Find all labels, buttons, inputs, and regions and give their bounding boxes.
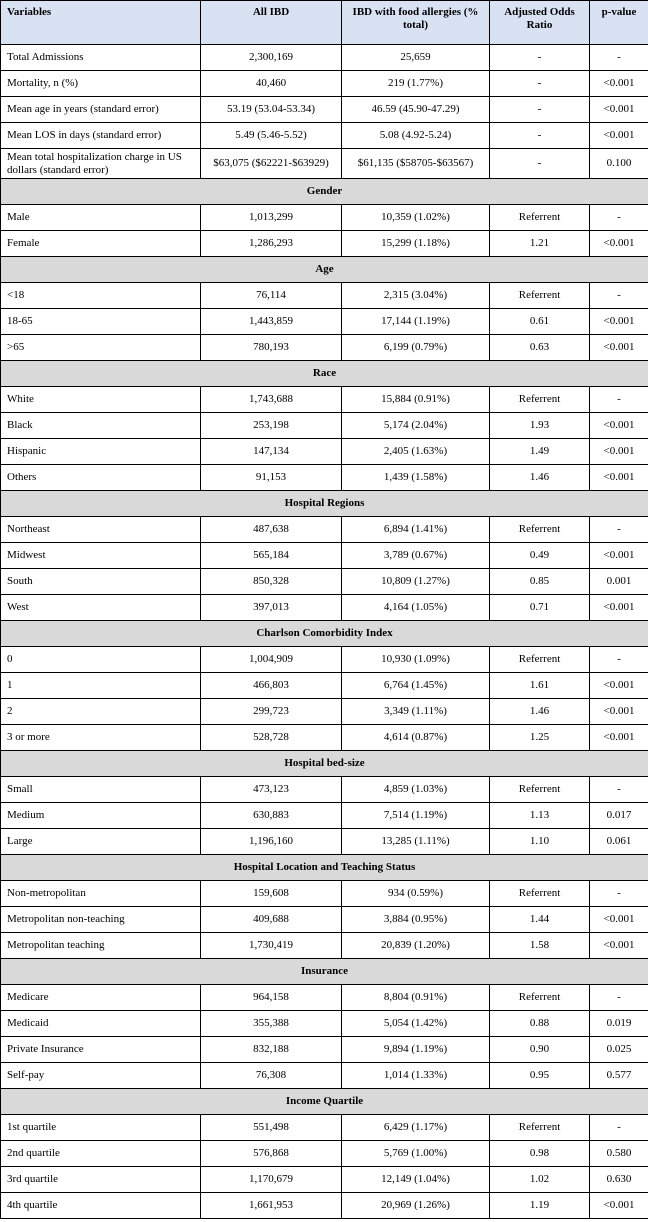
cell-all-ibd: 1,004,909 — [201, 647, 342, 673]
cell-p-value: <0.001 — [590, 439, 648, 465]
cell-ibd-food-allergies: 12,149 (1.04%) — [342, 1167, 490, 1193]
cell-odds-ratio: 1.21 — [490, 231, 590, 257]
cell-odds-ratio: 1.93 — [490, 413, 590, 439]
cell-ibd-food-allergies: 15,884 (0.91%) — [342, 387, 490, 413]
cell-all-ibd: 5.49 (5.46-5.52) — [201, 123, 342, 149]
section-header-row — [1, 491, 648, 517]
cell-odds-ratio: - — [490, 45, 590, 71]
table-row — [1, 149, 648, 179]
cell-all-ibd: 147,134 — [201, 439, 342, 465]
table-row — [1, 881, 648, 907]
cell-variable: Private Insurance — [1, 1037, 201, 1063]
cell-odds-ratio: 1.58 — [490, 933, 590, 959]
cell-all-ibd: 466,803 — [201, 673, 342, 699]
table-row — [1, 465, 648, 491]
cell-all-ibd: 76,308 — [201, 1063, 342, 1089]
cell-odds-ratio: Referrent — [490, 985, 590, 1011]
table-header — [1, 1, 648, 45]
table-row — [1, 907, 648, 933]
cell-ibd-food-allergies: 6,764 (1.45%) — [342, 673, 490, 699]
cell-odds-ratio: 0.95 — [490, 1063, 590, 1089]
table-row — [1, 439, 648, 465]
table-row — [1, 1011, 648, 1037]
cell-ibd-food-allergies: 13,285 (1.11%) — [342, 829, 490, 855]
cell-all-ibd: 76,114 — [201, 283, 342, 309]
section-header-row — [1, 855, 648, 881]
table-row — [1, 283, 648, 309]
cell-variable: 1 — [1, 673, 201, 699]
cell-all-ibd: 355,388 — [201, 1011, 342, 1037]
cell-p-value: <0.001 — [590, 71, 648, 97]
cell-odds-ratio: Referrent — [490, 1115, 590, 1141]
header-ibd-food-allergies: IBD with food allergies (% total) — [342, 1, 490, 45]
cell-all-ibd: 397,013 — [201, 595, 342, 621]
cell-ibd-food-allergies: 3,349 (1.11%) — [342, 699, 490, 725]
cell-p-value: 0.017 — [590, 803, 648, 829]
cell-variable: Midwest — [1, 543, 201, 569]
cell-ibd-food-allergies: 2,315 (3.04%) — [342, 283, 490, 309]
cell-p-value: <0.001 — [590, 1193, 648, 1219]
cell-odds-ratio: 0.88 — [490, 1011, 590, 1037]
cell-p-value: - — [590, 205, 648, 231]
cell-variable: 2nd quartile — [1, 1141, 201, 1167]
cell-all-ibd: 409,688 — [201, 907, 342, 933]
cell-p-value: 0.100 — [590, 149, 648, 179]
section-title: Age — [1, 257, 648, 283]
table-row — [1, 595, 648, 621]
table-row — [1, 1193, 648, 1219]
cell-variable: 3rd quartile — [1, 1167, 201, 1193]
cell-all-ibd: 299,723 — [201, 699, 342, 725]
cell-odds-ratio: 1.46 — [490, 465, 590, 491]
cell-variable: White — [1, 387, 201, 413]
cell-p-value: <0.001 — [590, 413, 648, 439]
cell-p-value: <0.001 — [590, 725, 648, 751]
cell-odds-ratio: 1.61 — [490, 673, 590, 699]
cell-odds-ratio: 1.25 — [490, 725, 590, 751]
cell-ibd-food-allergies: 9,894 (1.19%) — [342, 1037, 490, 1063]
cell-odds-ratio: Referrent — [490, 517, 590, 543]
table-row — [1, 205, 648, 231]
cell-all-ibd: 630,883 — [201, 803, 342, 829]
cell-ibd-food-allergies: 6,199 (0.79%) — [342, 335, 490, 361]
section-header-row — [1, 959, 648, 985]
table-row — [1, 517, 648, 543]
cell-variable: 18-65 — [1, 309, 201, 335]
cell-ibd-food-allergies: 1,439 (1.58%) — [342, 465, 490, 491]
cell-ibd-food-allergies: 5,174 (2.04%) — [342, 413, 490, 439]
cell-p-value: <0.001 — [590, 465, 648, 491]
table-row — [1, 413, 648, 439]
table-row — [1, 387, 648, 413]
header-row — [1, 1, 648, 45]
cell-odds-ratio: - — [490, 97, 590, 123]
cell-all-ibd: 253,198 — [201, 413, 342, 439]
table-row — [1, 1037, 648, 1063]
cell-all-ibd: 487,638 — [201, 517, 342, 543]
cell-ibd-food-allergies: 46.59 (45.90-47.29) — [342, 97, 490, 123]
cell-variable: West — [1, 595, 201, 621]
cell-odds-ratio: - — [490, 71, 590, 97]
cell-odds-ratio: 0.63 — [490, 335, 590, 361]
cell-all-ibd: 1,170,679 — [201, 1167, 342, 1193]
cell-variable: Northeast — [1, 517, 201, 543]
section-title: Charlson Comorbidity Index — [1, 621, 648, 647]
table-row — [1, 1115, 648, 1141]
section-header-row — [1, 1089, 648, 1115]
cell-p-value: 0.019 — [590, 1011, 648, 1037]
section-title: Gender — [1, 179, 648, 205]
cell-all-ibd: 850,328 — [201, 569, 342, 595]
cell-p-value: 0.025 — [590, 1037, 648, 1063]
cell-ibd-food-allergies: 6,894 (1.41%) — [342, 517, 490, 543]
section-header-row — [1, 751, 648, 777]
cell-all-ibd: 91,153 — [201, 465, 342, 491]
cell-odds-ratio: 0.90 — [490, 1037, 590, 1063]
cell-p-value: - — [590, 283, 648, 309]
cell-ibd-food-allergies: 1,014 (1.33%) — [342, 1063, 490, 1089]
section-header-row — [1, 179, 648, 205]
table-row — [1, 1167, 648, 1193]
section-header-row — [1, 361, 648, 387]
cell-ibd-food-allergies: 17,144 (1.19%) — [342, 309, 490, 335]
cell-odds-ratio: - — [490, 149, 590, 179]
cell-p-value: <0.001 — [590, 97, 648, 123]
table-row — [1, 569, 648, 595]
table-row — [1, 1141, 648, 1167]
cell-variable: Metropolitan non-teaching — [1, 907, 201, 933]
table-row — [1, 123, 648, 149]
table-row — [1, 777, 648, 803]
cell-ibd-food-allergies: 6,429 (1.17%) — [342, 1115, 490, 1141]
cell-ibd-food-allergies: 20,839 (1.20%) — [342, 933, 490, 959]
cell-odds-ratio: 1.49 — [490, 439, 590, 465]
cell-variable: Mean age in years (standard error) — [1, 97, 201, 123]
cell-p-value: <0.001 — [590, 231, 648, 257]
cell-p-value: <0.001 — [590, 907, 648, 933]
cell-ibd-food-allergies: 25,659 — [342, 45, 490, 71]
cell-odds-ratio: 0.71 — [490, 595, 590, 621]
cell-ibd-food-allergies: 4,614 (0.87%) — [342, 725, 490, 751]
section-header-row — [1, 621, 648, 647]
cell-all-ibd: 1,661,953 — [201, 1193, 342, 1219]
table-row — [1, 71, 648, 97]
table-row — [1, 543, 648, 569]
cell-odds-ratio: Referrent — [490, 205, 590, 231]
cell-variable: 0 — [1, 647, 201, 673]
section-header-row — [1, 257, 648, 283]
table-row — [1, 985, 648, 1011]
cell-all-ibd: 528,728 — [201, 725, 342, 751]
cell-p-value: - — [590, 881, 648, 907]
cell-ibd-food-allergies: 5.08 (4.92-5.24) — [342, 123, 490, 149]
cell-odds-ratio: 0.98 — [490, 1141, 590, 1167]
cell-all-ibd: 40,460 — [201, 71, 342, 97]
cell-all-ibd: 1,286,293 — [201, 231, 342, 257]
cell-variable: Mean LOS in days (standard error) — [1, 123, 201, 149]
cell-odds-ratio: 1.19 — [490, 1193, 590, 1219]
cell-variable: 3 or more — [1, 725, 201, 751]
header-adjusted-odds-ratio: Adjusted Odds Ratio — [490, 1, 590, 45]
cell-all-ibd: 159,608 — [201, 881, 342, 907]
cell-p-value: - — [590, 647, 648, 673]
cell-variable: Non-metropolitan — [1, 881, 201, 907]
cell-variable: Small — [1, 777, 201, 803]
cell-odds-ratio: Referrent — [490, 777, 590, 803]
cell-variable: Self-pay — [1, 1063, 201, 1089]
cell-variable: Medium — [1, 803, 201, 829]
cell-p-value: <0.001 — [590, 123, 648, 149]
cell-p-value: <0.001 — [590, 543, 648, 569]
table-row — [1, 725, 648, 751]
cell-odds-ratio: 0.85 — [490, 569, 590, 595]
cell-ibd-food-allergies: 934 (0.59%) — [342, 881, 490, 907]
cell-odds-ratio: Referrent — [490, 283, 590, 309]
section-title: Income Quartile — [1, 1089, 648, 1115]
cell-all-ibd: 473,123 — [201, 777, 342, 803]
cell-all-ibd: $63,075 ($62221-$63929) — [201, 149, 342, 179]
table-row — [1, 699, 648, 725]
cell-odds-ratio: 0.49 — [490, 543, 590, 569]
cell-odds-ratio: 1.46 — [490, 699, 590, 725]
cell-ibd-food-allergies: 10,809 (1.27%) — [342, 569, 490, 595]
table-row — [1, 673, 648, 699]
cell-variable: Male — [1, 205, 201, 231]
cell-variable: Total Admissions — [1, 45, 201, 71]
cell-variable: Mean total hospitalization charge in US dollars (standard error) — [1, 149, 201, 179]
cell-p-value: <0.001 — [590, 699, 648, 725]
cell-p-value: 0.061 — [590, 829, 648, 855]
cell-all-ibd: 1,196,160 — [201, 829, 342, 855]
cell-p-value: 0.001 — [590, 569, 648, 595]
section-title: Hospital Location and Teaching Status — [1, 855, 648, 881]
cell-odds-ratio: Referrent — [490, 881, 590, 907]
cell-all-ibd: 565,184 — [201, 543, 342, 569]
section-title: Hospital bed-size — [1, 751, 648, 777]
cell-all-ibd: 2,300,169 — [201, 45, 342, 71]
cell-ibd-food-allergies: 5,054 (1.42%) — [342, 1011, 490, 1037]
cell-p-value: - — [590, 777, 648, 803]
cell-p-value: 0.630 — [590, 1167, 648, 1193]
cell-ibd-food-allergies: 15,299 (1.18%) — [342, 231, 490, 257]
cell-ibd-food-allergies: 8,804 (0.91%) — [342, 985, 490, 1011]
cell-p-value: 0.580 — [590, 1141, 648, 1167]
cell-variable: Metropolitan teaching — [1, 933, 201, 959]
cell-ibd-food-allergies: 2,405 (1.63%) — [342, 439, 490, 465]
cell-odds-ratio: 1.02 — [490, 1167, 590, 1193]
cell-odds-ratio: 1.10 — [490, 829, 590, 855]
cell-odds-ratio: 0.61 — [490, 309, 590, 335]
cell-ibd-food-allergies: 4,164 (1.05%) — [342, 595, 490, 621]
cell-odds-ratio: 1.13 — [490, 803, 590, 829]
cell-ibd-food-allergies: 5,769 (1.00%) — [342, 1141, 490, 1167]
table-row — [1, 933, 648, 959]
cell-odds-ratio: Referrent — [490, 387, 590, 413]
cell-variable: Black — [1, 413, 201, 439]
cell-all-ibd: 53.19 (53.04-53.34) — [201, 97, 342, 123]
cell-odds-ratio: Referrent — [490, 647, 590, 673]
cell-p-value: - — [590, 985, 648, 1011]
table-body — [1, 45, 648, 1219]
cell-ibd-food-allergies: 20,969 (1.26%) — [342, 1193, 490, 1219]
header-p-value: p-value — [590, 1, 648, 45]
cell-p-value: <0.001 — [590, 335, 648, 361]
cell-all-ibd: 1,743,688 — [201, 387, 342, 413]
cell-variable: Large — [1, 829, 201, 855]
cell-p-value: - — [590, 1115, 648, 1141]
section-title: Insurance — [1, 959, 648, 985]
cell-variable: Hispanic — [1, 439, 201, 465]
cell-all-ibd: 1,730,419 — [201, 933, 342, 959]
cell-p-value: - — [590, 45, 648, 71]
cell-ibd-food-allergies: 3,789 (0.67%) — [342, 543, 490, 569]
cell-variable: Medicare — [1, 985, 201, 1011]
table-row — [1, 309, 648, 335]
cell-p-value: <0.001 — [590, 595, 648, 621]
cell-variable: South — [1, 569, 201, 595]
table-row — [1, 335, 648, 361]
cell-all-ibd: 576,868 — [201, 1141, 342, 1167]
cell-p-value: <0.001 — [590, 309, 648, 335]
cell-variable: <18 — [1, 283, 201, 309]
cell-ibd-food-allergies: 4,859 (1.03%) — [342, 777, 490, 803]
section-title: Race — [1, 361, 648, 387]
cell-all-ibd: 551,498 — [201, 1115, 342, 1141]
cell-all-ibd: 780,193 — [201, 335, 342, 361]
cell-variable: Female — [1, 231, 201, 257]
cell-ibd-food-allergies: 3,884 (0.95%) — [342, 907, 490, 933]
cell-all-ibd: 1,013,299 — [201, 205, 342, 231]
cell-variable: 1st quartile — [1, 1115, 201, 1141]
table-row — [1, 97, 648, 123]
cell-p-value: - — [590, 517, 648, 543]
table-row — [1, 1063, 648, 1089]
cell-variable: Others — [1, 465, 201, 491]
cell-odds-ratio: - — [490, 123, 590, 149]
cell-ibd-food-allergies: 10,930 (1.09%) — [342, 647, 490, 673]
cell-variable: 2 — [1, 699, 201, 725]
cell-all-ibd: 1,443,859 — [201, 309, 342, 335]
table-row — [1, 231, 648, 257]
table-row — [1, 829, 648, 855]
table-row — [1, 803, 648, 829]
cell-variable: Mortality, n (%) — [1, 71, 201, 97]
cell-p-value: - — [590, 387, 648, 413]
header-all-ibd: All IBD — [201, 1, 342, 45]
cell-p-value: <0.001 — [590, 933, 648, 959]
cell-ibd-food-allergies: 10,359 (1.02%) — [342, 205, 490, 231]
header-variables: Variables — [1, 1, 201, 45]
cell-odds-ratio: 1.44 — [490, 907, 590, 933]
cell-ibd-food-allergies: $61,135 ($58705-$63567) — [342, 149, 490, 179]
cell-variable: Medicaid — [1, 1011, 201, 1037]
cell-ibd-food-allergies: 219 (1.77%) — [342, 71, 490, 97]
cell-ibd-food-allergies: 7,514 (1.19%) — [342, 803, 490, 829]
cell-variable: >65 — [1, 335, 201, 361]
cell-variable: 4th quartile — [1, 1193, 201, 1219]
cell-p-value: <0.001 — [590, 673, 648, 699]
table-row — [1, 647, 648, 673]
section-title: Hospital Regions — [1, 491, 648, 517]
cell-all-ibd: 964,158 — [201, 985, 342, 1011]
table-row — [1, 45, 648, 71]
cell-all-ibd: 832,188 — [201, 1037, 342, 1063]
cell-p-value: 0.577 — [590, 1063, 648, 1089]
